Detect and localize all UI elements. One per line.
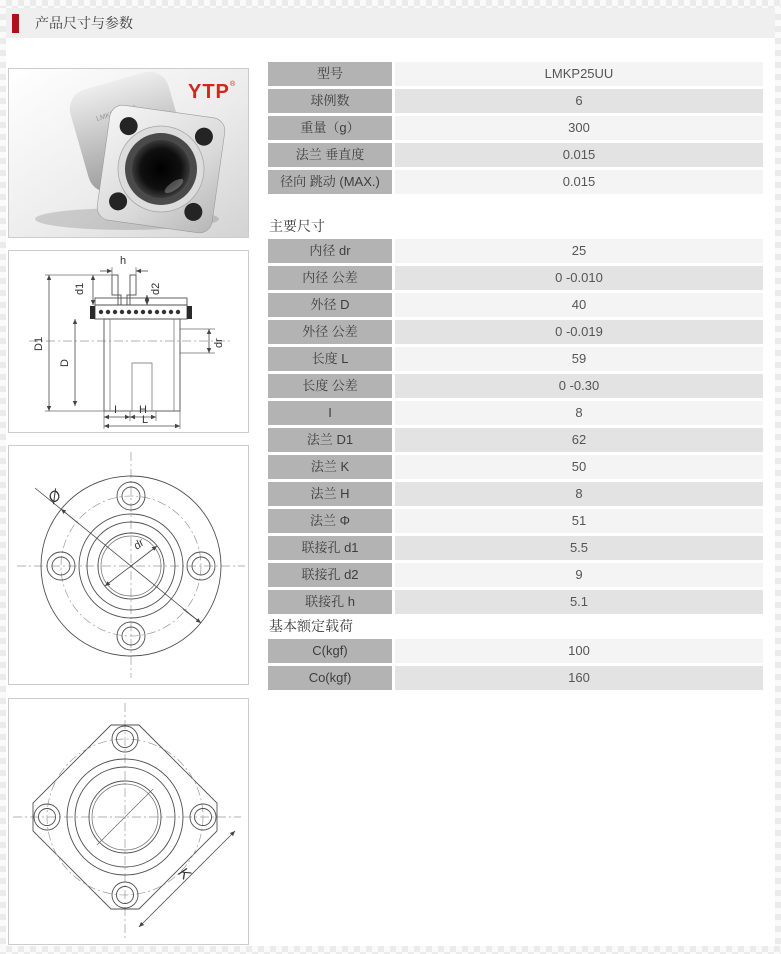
spec-tables-column <box>268 62 763 693</box>
row-label: 联接孔 d2 <box>268 563 392 587</box>
row-label: 法兰 垂直度 <box>268 143 392 167</box>
row-label: 外径 公差 <box>268 320 392 344</box>
load-ratings-table <box>268 639 763 690</box>
row-value: 100 <box>395 639 763 663</box>
table-row <box>268 293 763 317</box>
title-accent-bar <box>12 14 19 33</box>
bore <box>132 140 190 198</box>
dim-label-dr: dr <box>213 338 225 348</box>
table-row <box>268 666 763 690</box>
row-label: 型号 <box>268 62 392 86</box>
row-value: 8 <box>395 482 763 506</box>
transparent-edge-left <box>0 8 6 946</box>
transparent-edge-right <box>775 8 781 946</box>
table-row <box>268 563 763 587</box>
product-photo <box>9 69 248 237</box>
row-value: 25 <box>395 239 763 263</box>
load-ratings-heading: 基本额定载荷 <box>269 618 353 634</box>
section-drawing <box>9 251 248 432</box>
row-label: 联接孔 d1 <box>268 536 392 560</box>
dim-label-D1: D1 <box>33 336 45 351</box>
row-value: 8 <box>395 401 763 425</box>
row-value: 59 <box>395 347 763 371</box>
row-value: 0 -0.30 <box>395 374 763 398</box>
row-label: 法兰 D1 <box>268 428 392 452</box>
square-flange-drawing <box>9 699 248 944</box>
row-value: 5.1 <box>395 590 763 614</box>
dim-label-d2: d2 <box>150 282 162 295</box>
row-value: 5.5 <box>395 536 763 560</box>
table-row <box>268 116 763 140</box>
dim-label-H: H <box>139 404 147 416</box>
row-value: 40 <box>395 293 763 317</box>
row-label: 法兰 Φ <box>268 509 392 533</box>
dim-label-d1: d1 <box>74 282 86 295</box>
row-label: 重量（g） <box>268 116 392 140</box>
table-row <box>268 170 763 194</box>
ball-row <box>99 310 180 314</box>
row-value: 0 -0.019 <box>395 320 763 344</box>
table-row <box>268 143 763 167</box>
round-flange-box <box>8 445 249 685</box>
counterbore-wall <box>130 275 136 295</box>
table-row <box>268 455 763 479</box>
bearing-body <box>104 319 180 411</box>
table-row <box>268 536 763 560</box>
hole-wall <box>127 295 130 305</box>
table-row <box>268 374 763 398</box>
row-label: 内径 dr <box>268 239 392 263</box>
table-row <box>268 320 763 344</box>
row-label: 外径 D <box>268 293 392 317</box>
product-photo-box <box>8 68 249 238</box>
table-row <box>268 347 763 371</box>
section-title-bar <box>6 8 775 38</box>
table-row <box>268 482 763 506</box>
dim-label-I: I <box>114 404 118 416</box>
row-value: 9 <box>395 563 763 587</box>
row-value: 50 <box>395 455 763 479</box>
row-value: 62 <box>395 428 763 452</box>
table-row <box>268 239 763 263</box>
model-spec-table <box>268 62 763 194</box>
dim-label-L: L <box>142 414 149 426</box>
row-label: 长度 公差 <box>268 374 392 398</box>
ytp-logo-mark: ® <box>230 81 236 88</box>
row-label: Co(kgf) <box>268 666 392 690</box>
row-value: 160 <box>395 666 763 690</box>
row-value: 0.015 <box>395 170 763 194</box>
table-row <box>268 509 763 533</box>
row-label: 联接孔 h <box>268 590 392 614</box>
counterbore-wall <box>112 275 118 295</box>
row-label: 内径 公差 <box>268 266 392 290</box>
row-value: 0 -0.010 <box>395 266 763 290</box>
row-value: 300 <box>395 116 763 140</box>
diameter-dim-line <box>35 488 201 623</box>
row-label: 径向 跳动 (MAX.) <box>268 170 392 194</box>
row-label: 法兰 K <box>268 455 392 479</box>
row-value: LMKP25UU <box>395 62 763 86</box>
dim-label-h: h <box>120 255 127 267</box>
table-row <box>268 590 763 614</box>
hole-wall <box>118 295 121 305</box>
retainer-end <box>187 306 192 319</box>
row-value: 0.015 <box>395 143 763 167</box>
dim-label-diameter: Ø <box>44 486 65 508</box>
flange-section <box>95 298 187 305</box>
table-row <box>268 401 763 425</box>
row-label: 法兰 H <box>268 482 392 506</box>
ytp-logo: YTP <box>188 81 230 103</box>
row-label: I <box>268 401 392 425</box>
table-row <box>268 428 763 452</box>
K-dim-line <box>139 831 235 927</box>
section-drawing-box <box>8 250 249 433</box>
table-row <box>268 89 763 113</box>
row-label: C(kgf) <box>268 639 392 663</box>
table-row <box>268 639 763 663</box>
main-dimensions-heading: 主要尺寸 <box>269 218 325 234</box>
transparent-edge-bottom <box>0 946 781 954</box>
table-row <box>268 62 763 86</box>
round-flange-drawing <box>9 446 248 684</box>
row-label: 球例数 <box>268 89 392 113</box>
page-title: 产品尺寸与参数 <box>35 15 133 31</box>
main-dimensions-table <box>268 239 763 614</box>
table-row <box>268 266 763 290</box>
square-flange-box <box>8 698 249 945</box>
dim-label-D: D <box>59 359 71 367</box>
dim-label-K: K <box>174 864 194 884</box>
row-label: 长度 L <box>268 347 392 371</box>
dim-label-dr: dr <box>131 536 147 553</box>
row-value: 51 <box>395 509 763 533</box>
retainer-end <box>90 306 95 319</box>
row-value: 6 <box>395 89 763 113</box>
transparent-edge-top <box>0 0 781 8</box>
